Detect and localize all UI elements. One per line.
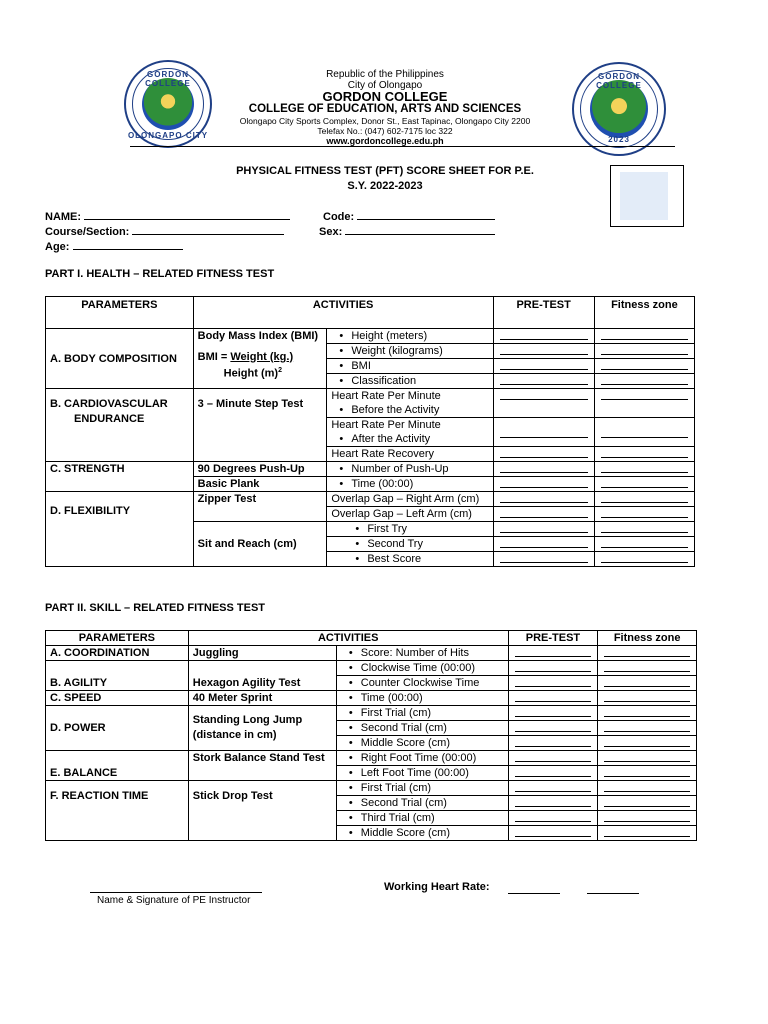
- zone-cell[interactable]: [598, 811, 697, 826]
- pretest-cell[interactable]: [493, 329, 594, 344]
- zone-cell[interactable]: [598, 706, 697, 721]
- table-row: [46, 706, 697, 721]
- item-plank-time: • Time (00:00): [327, 477, 493, 492]
- zone-cell[interactable]: [598, 691, 697, 706]
- pretest-cell[interactable]: [493, 507, 594, 522]
- pretest-cell[interactable]: [508, 796, 598, 811]
- sheet-title: PHYSICAL FITNESS TEST (PFT) SCORE SHEET FOR P.E.: [236, 165, 534, 177]
- bmi-formula-prefix: BMI =: [197, 350, 231, 363]
- item-gap-left: Overlap Gap – Left Arm (cm): [327, 507, 493, 522]
- zone-cell[interactable]: [598, 661, 697, 676]
- item-second-try: • Second Try: [327, 537, 493, 552]
- zone-cell[interactable]: [594, 389, 694, 418]
- item-first-trial: • First Trial (cm): [336, 781, 508, 796]
- activity-plank: Basic Plank: [193, 477, 327, 492]
- table-row: [46, 329, 695, 344]
- pretest-cell[interactable]: [493, 477, 594, 492]
- right-seal-top-text: GORDON COLLEGE: [596, 72, 642, 90]
- pretest-cell[interactable]: [493, 522, 594, 537]
- table-row: [46, 691, 697, 706]
- col-pretest: PRE-TEST: [508, 631, 598, 646]
- col-fitness-zone: Fitness zone: [598, 631, 697, 646]
- bmi-formula: [193, 344, 327, 389]
- item-bmi: • BMI: [327, 359, 493, 374]
- right-seal-year: 2023: [608, 135, 630, 144]
- zone-cell[interactable]: [598, 796, 697, 811]
- param-speed: C. SPEED: [46, 691, 189, 706]
- pretest-cell[interactable]: [508, 736, 598, 751]
- bmi-formula-weight: Weight (kg.): [230, 350, 294, 363]
- item-hits: • Score: Number of Hits: [336, 646, 508, 661]
- table-row: [46, 781, 697, 796]
- signature-line[interactable]: [90, 892, 262, 893]
- col-pretest: PRE-TEST: [493, 297, 594, 329]
- name-field[interactable]: [45, 209, 290, 223]
- zone-cell[interactable]: [598, 736, 697, 751]
- pretest-cell[interactable]: [508, 721, 598, 736]
- zone-cell[interactable]: [598, 781, 697, 796]
- col-activities: ACTIVITIES: [188, 631, 508, 646]
- city-text: City of Olongapo: [347, 80, 423, 91]
- param-strength: C. STRENGTH: [46, 462, 194, 492]
- table-row: [46, 646, 697, 661]
- sex-label: Sex:: [319, 226, 343, 238]
- photo-placeholder: [620, 172, 668, 220]
- activity-long-jump: [188, 706, 336, 751]
- item-first-try: • First Try: [327, 522, 493, 537]
- item-after-activity: • After the Activity: [327, 432, 493, 447]
- zone-cell[interactable]: [594, 344, 694, 359]
- pretest-cell[interactable]: [493, 462, 594, 477]
- zone-cell[interactable]: [594, 447, 694, 462]
- item-counter-clockwise: • Counter Clockwise Time: [336, 676, 508, 691]
- activity-step-test: 3 – Minute Step Test: [193, 389, 327, 462]
- pretest-cell[interactable]: [493, 418, 594, 447]
- pretest-cell[interactable]: [493, 344, 594, 359]
- col-activities: ACTIVITIES: [193, 297, 493, 329]
- col-parameters: PARAMETERS: [46, 297, 194, 329]
- activity-bmi: Body Mass Index (BMI): [193, 329, 327, 344]
- school-year: S.Y. 2022-2023: [347, 180, 423, 192]
- activity-long-jump-line1: Standing Long Jump: [192, 714, 303, 726]
- item-number-pushup: • Number of Push-Up: [327, 462, 493, 477]
- item-right-foot: • Right Foot Time (00:00): [336, 751, 508, 766]
- website-text: www.gordoncollege.edu.ph: [326, 136, 444, 146]
- left-college-seal: [124, 60, 212, 148]
- item-before-activity: • Before the Activity: [327, 403, 493, 418]
- sex-field[interactable]: [319, 224, 495, 238]
- param-cardiovascular-line1: B. CARDIOVASCULAR: [50, 398, 168, 410]
- course-section-field[interactable]: [45, 224, 284, 238]
- param-agility: B. AGILITY: [46, 661, 189, 691]
- pretest-cell[interactable]: [508, 676, 598, 691]
- age-field[interactable]: [45, 239, 183, 253]
- working-hr-blank-1[interactable]: [508, 893, 560, 894]
- department-name: COLLEGE OF EDUCATION, ARTS AND SCIENCES: [248, 103, 522, 115]
- zone-cell[interactable]: [598, 826, 697, 841]
- course-section-label: Course/Section:: [45, 226, 130, 238]
- item-second-trial: • Second Trial (cm): [336, 721, 508, 736]
- table-row: [46, 389, 695, 404]
- pretest-cell[interactable]: [508, 661, 598, 676]
- item-third-trial: • Third Trial (cm): [336, 811, 508, 826]
- left-seal-bottom-text: OLONGAPO CITY: [127, 131, 209, 140]
- item-gap-right: Overlap Gap – Right Arm (cm): [327, 492, 493, 507]
- param-coordination: A. COORDINATION: [46, 646, 189, 661]
- activity-juggling: Juggling: [188, 646, 336, 661]
- pretest-cell[interactable]: [493, 359, 594, 374]
- pretest-cell[interactable]: [493, 374, 594, 389]
- zone-cell[interactable]: [594, 329, 694, 344]
- col-fitness-zone: Fitness zone: [594, 297, 694, 329]
- republic-text: Republic of the Philippines: [326, 69, 444, 80]
- part1-heading: PART I. HEALTH – RELATED FITNESS TEST: [45, 268, 275, 280]
- pretest-cell[interactable]: [508, 706, 598, 721]
- col-parameters: PARAMETERS: [46, 631, 189, 646]
- activity-sprint: 40 Meter Sprint: [188, 691, 336, 706]
- zone-cell[interactable]: [598, 766, 697, 781]
- activity-hexagon: Hexagon Agility Test: [188, 661, 336, 691]
- param-power: D. POWER: [46, 706, 189, 751]
- item-height: • Height (meters): [327, 329, 493, 344]
- param-balance: E. BALANCE: [46, 751, 189, 781]
- pretest-cell[interactable]: [493, 492, 594, 507]
- pretest-cell[interactable]: [508, 751, 598, 766]
- param-cardiovascular: [46, 389, 194, 462]
- table-row: [46, 492, 695, 507]
- activity-sit-reach: Sit and Reach (cm): [193, 522, 327, 567]
- zone-cell[interactable]: [594, 462, 694, 477]
- header-divider: [130, 146, 675, 147]
- name-label: NAME:: [45, 211, 82, 223]
- zone-cell[interactable]: [594, 552, 694, 567]
- param-reaction-time: F. REACTION TIME: [46, 781, 189, 841]
- item-middle-score: • Middle Score (cm): [336, 736, 508, 751]
- part2-heading: PART II. SKILL – RELATED FITNESS TEST: [45, 602, 266, 614]
- param-flexibility: D. FLEXIBILITY: [46, 492, 194, 567]
- item-second-trial: • Second Trial (cm): [336, 796, 508, 811]
- item-middle-score: • Middle Score (cm): [336, 826, 508, 841]
- pretest-cell[interactable]: [508, 811, 598, 826]
- zone-cell[interactable]: [594, 374, 694, 389]
- zone-cell[interactable]: [598, 751, 697, 766]
- zone-cell[interactable]: [594, 477, 694, 492]
- pretest-cell[interactable]: [493, 447, 594, 462]
- table-row: [46, 462, 695, 477]
- pretest-cell[interactable]: [493, 389, 594, 418]
- item-clockwise: • Clockwise Time (00:00): [336, 661, 508, 676]
- pretest-cell[interactable]: [508, 766, 598, 781]
- hr-before-label: Heart Rate Per Minute: [327, 389, 493, 404]
- health-fitness-table: [45, 296, 695, 567]
- left-seal-top-text: GORDON COLLEGE: [145, 70, 191, 88]
- zone-cell[interactable]: [598, 646, 697, 661]
- code-field[interactable]: [323, 209, 495, 223]
- pretest-cell[interactable]: [493, 552, 594, 567]
- pretest-cell[interactable]: [508, 826, 598, 841]
- item-left-foot: • Left Foot Time (00:00): [336, 766, 508, 781]
- item-sprint-time: • Time (00:00): [336, 691, 508, 706]
- telefax-text: Telefax No.: (047) 602-7175 loc 322: [317, 126, 453, 136]
- right-college-seal: [572, 62, 666, 156]
- photo-box[interactable]: [610, 165, 684, 227]
- zone-cell[interactable]: [594, 359, 694, 374]
- working-heart-rate-label: Working Heart Rate:: [384, 881, 490, 893]
- item-best-score: • Best Score: [327, 552, 493, 567]
- zone-cell[interactable]: [594, 492, 694, 507]
- activity-stork: Stork Balance Stand Test: [188, 751, 336, 781]
- activity-zipper: Zipper Test: [193, 492, 327, 522]
- activity-long-jump-line2: (distance in cm): [192, 729, 277, 741]
- item-first-trial: • First Trial (cm): [336, 706, 508, 721]
- hr-after-label: Heart Rate Per Minute: [327, 418, 493, 433]
- address-text: Olongapo City Sports Complex, Donor St., East Tapinac, Olongapo City 2200: [239, 116, 531, 126]
- working-hr-blank-2[interactable]: [587, 893, 639, 894]
- item-weight: • Weight (kilograms): [327, 344, 493, 359]
- param-body-composition: A. BODY COMPOSITION: [46, 329, 194, 389]
- zone-cell[interactable]: [594, 507, 694, 522]
- pretest-cell[interactable]: [508, 691, 598, 706]
- pretest-cell[interactable]: [493, 537, 594, 552]
- zone-cell[interactable]: [594, 522, 694, 537]
- activity-stick-drop: Stick Drop Test: [188, 781, 336, 841]
- zone-cell[interactable]: [598, 676, 697, 691]
- param-cardiovascular-line2: ENDURANCE: [74, 413, 145, 425]
- age-label: Age:: [45, 241, 70, 253]
- college-name: GORDON COLLEGE: [322, 89, 448, 104]
- hr-recovery-label: Heart Rate Recovery: [327, 447, 493, 462]
- table-row: [46, 751, 697, 766]
- signature-label: Name & Signature of PE Instructor: [97, 895, 251, 906]
- table-row: [46, 661, 697, 676]
- code-label: Code:: [323, 211, 355, 223]
- zone-cell[interactable]: [594, 537, 694, 552]
- bmi-formula-height: Height (m): [223, 367, 279, 380]
- item-classification: • Classification: [327, 374, 493, 389]
- pretest-cell[interactable]: [508, 781, 598, 796]
- zone-cell[interactable]: [594, 418, 694, 447]
- pretest-cell[interactable]: [508, 646, 598, 661]
- skill-fitness-table: [45, 630, 697, 841]
- bmi-formula-exponent: 2: [278, 366, 282, 374]
- activity-pushup: 90 Degrees Push-Up: [193, 462, 327, 477]
- zone-cell[interactable]: [598, 721, 697, 736]
